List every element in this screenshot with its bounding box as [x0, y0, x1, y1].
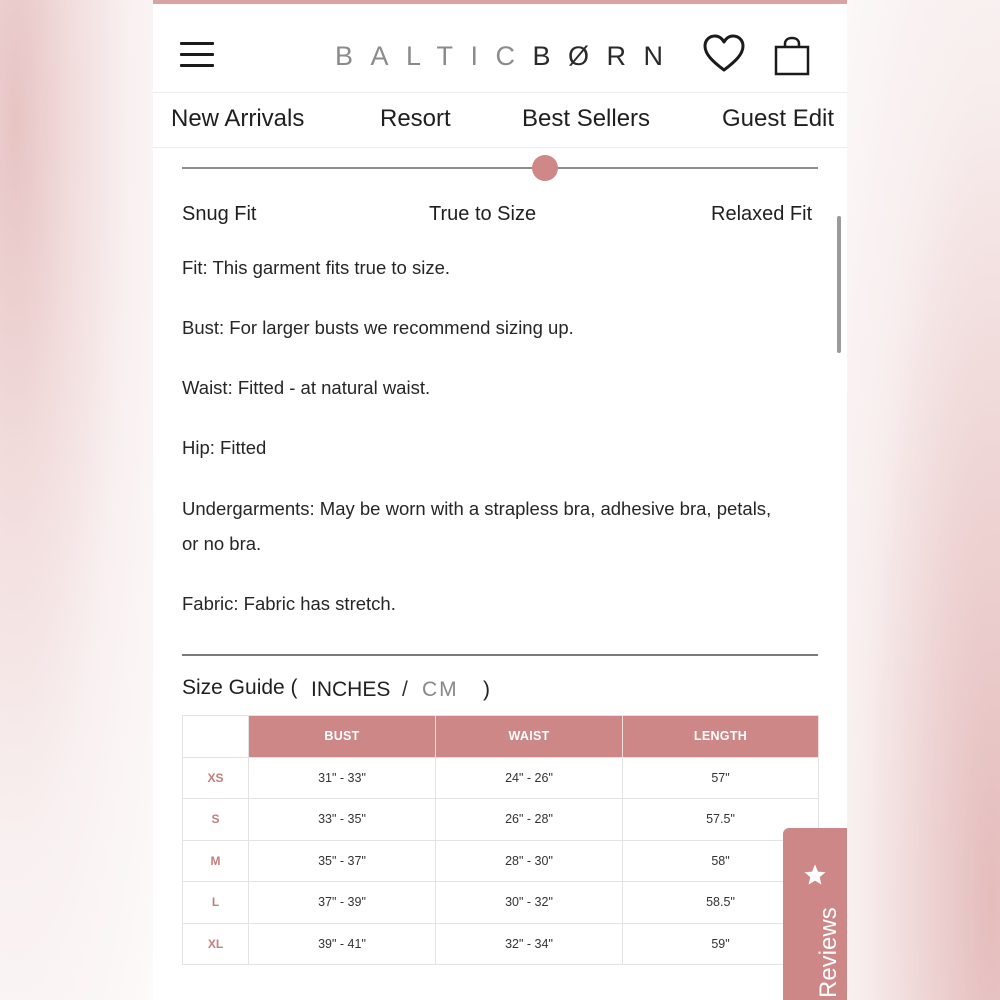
length-cell: 58.5" [623, 882, 819, 924]
waist-cell: 28" - 30" [436, 840, 623, 882]
size-guide-title: Size Guide ( [182, 676, 298, 699]
logo-part-1: BALTIC [335, 41, 533, 71]
table-row [183, 757, 819, 799]
background-left [0, 0, 153, 1000]
bust-cell: 33" - 35" [249, 799, 436, 841]
waist-cell: 24" - 26" [436, 757, 623, 799]
fit-label-snug: Snug Fit [182, 203, 257, 225]
fit-detail-bust: Bust: For larger busts we recommend sizing up. [182, 317, 574, 338]
heart-icon[interactable] [703, 34, 745, 74]
fit-detail-undergarments: Undergarments: May be worn with a strapless bra, adhesive bra, petals, or no bra. [182, 498, 772, 554]
size-label: S [183, 799, 249, 841]
fit-detail-waist: Waist: Fitted - at natural waist. [182, 377, 431, 398]
length-cell: 59" [623, 923, 819, 965]
site-header [153, 4, 847, 92]
table-header-row [183, 716, 819, 758]
nav-item-resort[interactable]: Resort [380, 105, 451, 132]
background-right [847, 0, 1000, 1000]
unit-toggle-inches[interactable]: INCHES [311, 678, 391, 701]
scrollbar[interactable] [837, 216, 841, 353]
fit-detail-hip: Hip: Fitted [182, 437, 267, 458]
waist-cell: 30" - 32" [436, 882, 623, 924]
hamburger-menu-icon[interactable] [180, 42, 214, 68]
fit-scale-track [182, 167, 818, 169]
fit-label-true-to-size: True to Size [429, 203, 537, 225]
reviews-tab-label: Reviews [815, 907, 842, 998]
size-label: L [183, 882, 249, 924]
nav-item-guest-edit[interactable]: Guest Edit [722, 105, 835, 132]
bust-cell: 31" - 33" [249, 757, 436, 799]
length-cell: 57.5" [623, 799, 819, 841]
size-guide-table [182, 715, 819, 965]
column-header-length: LENGTH [623, 716, 819, 758]
size-label: XL [183, 923, 249, 965]
bust-cell: 39" - 41" [249, 923, 436, 965]
size-label: XS [183, 757, 249, 799]
reviews-tab-button[interactable] [783, 828, 847, 1000]
length-cell: 58" [623, 840, 819, 882]
fit-label-relaxed: Relaxed Fit [711, 203, 813, 225]
nav-item-best-sellers[interactable]: Best Sellers [522, 105, 651, 132]
column-header-waist: WAIST [436, 716, 623, 758]
length-cell: 57" [623, 757, 819, 799]
fit-scale-indicator[interactable] [532, 155, 558, 181]
unit-separator: / [402, 678, 408, 701]
table-row [183, 923, 819, 965]
brand-logo[interactable] [335, 40, 681, 72]
table-row [183, 799, 819, 841]
mobile-page [153, 0, 847, 1000]
table-row [183, 882, 819, 924]
bust-cell: 35" - 37" [249, 840, 436, 882]
star-icon [803, 863, 827, 887]
size-guide-close-paren: ) [483, 678, 490, 701]
unit-toggle-cm[interactable]: CM [422, 678, 459, 701]
waist-cell: 32" - 34" [436, 923, 623, 965]
logo-part-2: BØRN [532, 41, 681, 71]
size-label: M [183, 840, 249, 882]
fit-detail-fit: Fit: This garment fits true to size. [182, 257, 450, 278]
nav-item-new-arrivals[interactable]: New Arrivals [171, 105, 305, 132]
waist-cell: 26" - 28" [436, 799, 623, 841]
fit-detail-fabric: Fabric: Fabric has stretch. [182, 593, 396, 614]
section-divider [182, 654, 818, 656]
category-nav [153, 92, 847, 148]
column-header-bust: BUST [249, 716, 436, 758]
bust-cell: 37" - 39" [249, 882, 436, 924]
table-corner-cell [183, 716, 249, 758]
shopping-bag-icon[interactable] [774, 36, 810, 76]
table-row [183, 840, 819, 882]
